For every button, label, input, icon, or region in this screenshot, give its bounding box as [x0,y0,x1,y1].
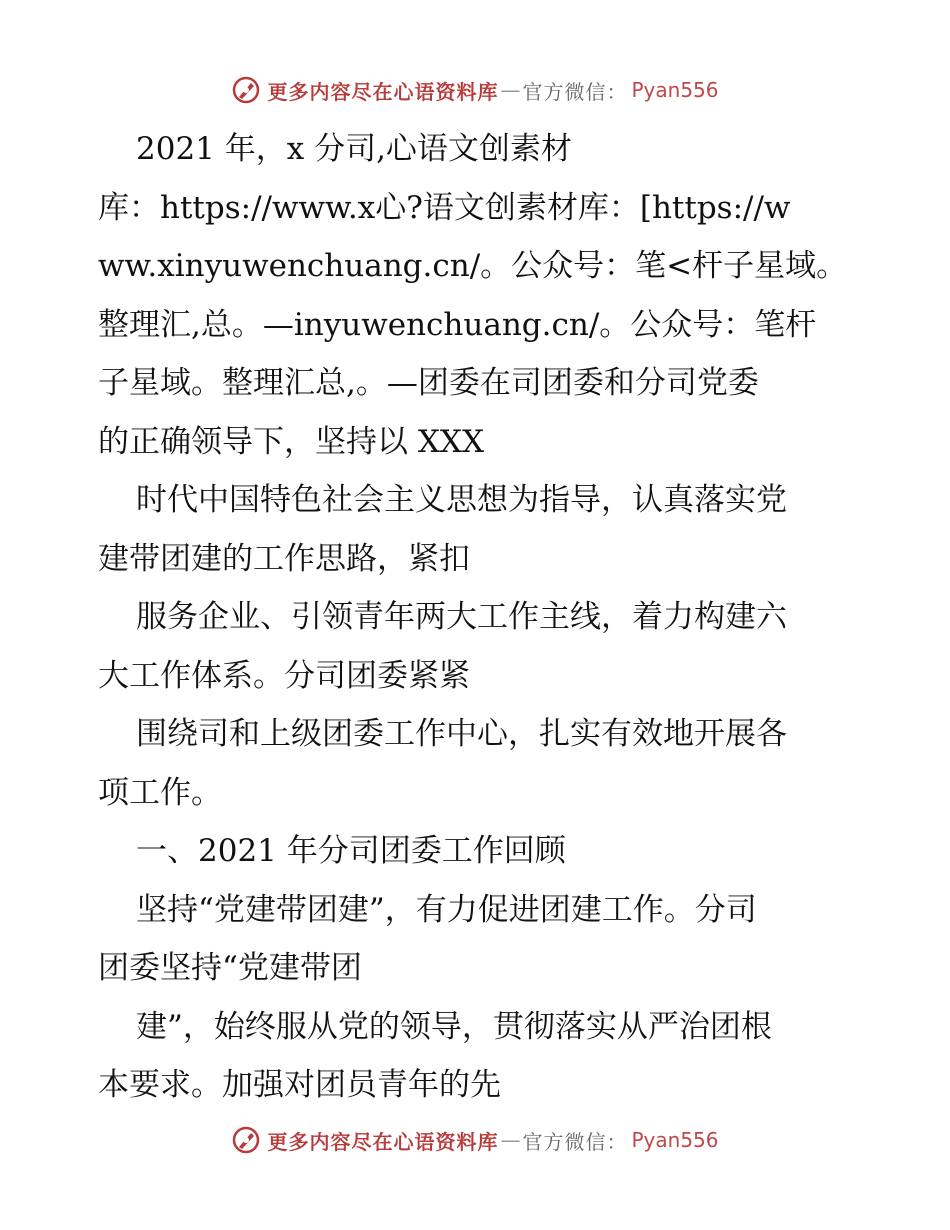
body-line: 项工作。 [98,774,222,811]
body-line: 库：https://www.x心?语文创素材库：[https://w [98,189,791,226]
body-line: 本要求。加强对团员青年的先 [98,1067,501,1103]
banner-sub-text: 官方微信： [522,79,628,104]
pen-logo-icon [231,75,261,105]
body-line: 2021 年，x 分司,心语文创素材 [136,131,572,167]
body-line: 服务企业、引领青年两大工作主线，着力构建六 [136,599,787,635]
banner-main-text: 更多内容尽在心语资料库 [267,79,499,104]
banner-wechat-handle: Pyan556 [631,1128,719,1152]
body-line: ww.xinyuwenchuang.cn/。公众号：笔<杆子星域。 [98,248,848,284]
body-line: 建带团建的工作思路，紧扣 [98,540,470,577]
header-watermark-banner [0,70,950,110]
body-line: 团委坚持“党建带团 [98,950,362,986]
body-line: 整理汇,总。—inyuwenchuang.cn/。公众号：笔杆 [98,306,817,343]
body-line: 建”，始终服从党的领导，贯彻落实从严治团根 [136,1008,772,1045]
body-line: 围绕司和上级团委工作中心，扎实有效地开展各 [136,716,787,752]
banner-dash: — [500,1128,521,1152]
document-body [98,120,858,1115]
footer-watermark-banner [0,1120,950,1160]
body-line: 坚持“党建带团建”，有力促进团建工作。分司 [136,891,757,928]
banner-sub-text: 官方微信： [522,1129,628,1154]
body-line: 的正确领导下，坚持以 XXX [98,423,485,460]
body-line: 子星域。整理汇总,。—团委在司团委和分司党委 [98,365,759,401]
banner-main-text: 更多内容尽在心语资料库 [267,1129,499,1154]
body-line: 时代中国特色社会主义思想为指导，认真落实党 [136,482,787,518]
pen-logo-icon [231,1125,261,1155]
banner-dash: — [500,78,521,102]
body-line: 大工作体系。分司团委紧紧 [98,657,470,694]
banner-wechat-handle: Pyan556 [631,78,719,102]
section-heading: 一、2021 年分司团委工作回顾 [136,833,566,869]
